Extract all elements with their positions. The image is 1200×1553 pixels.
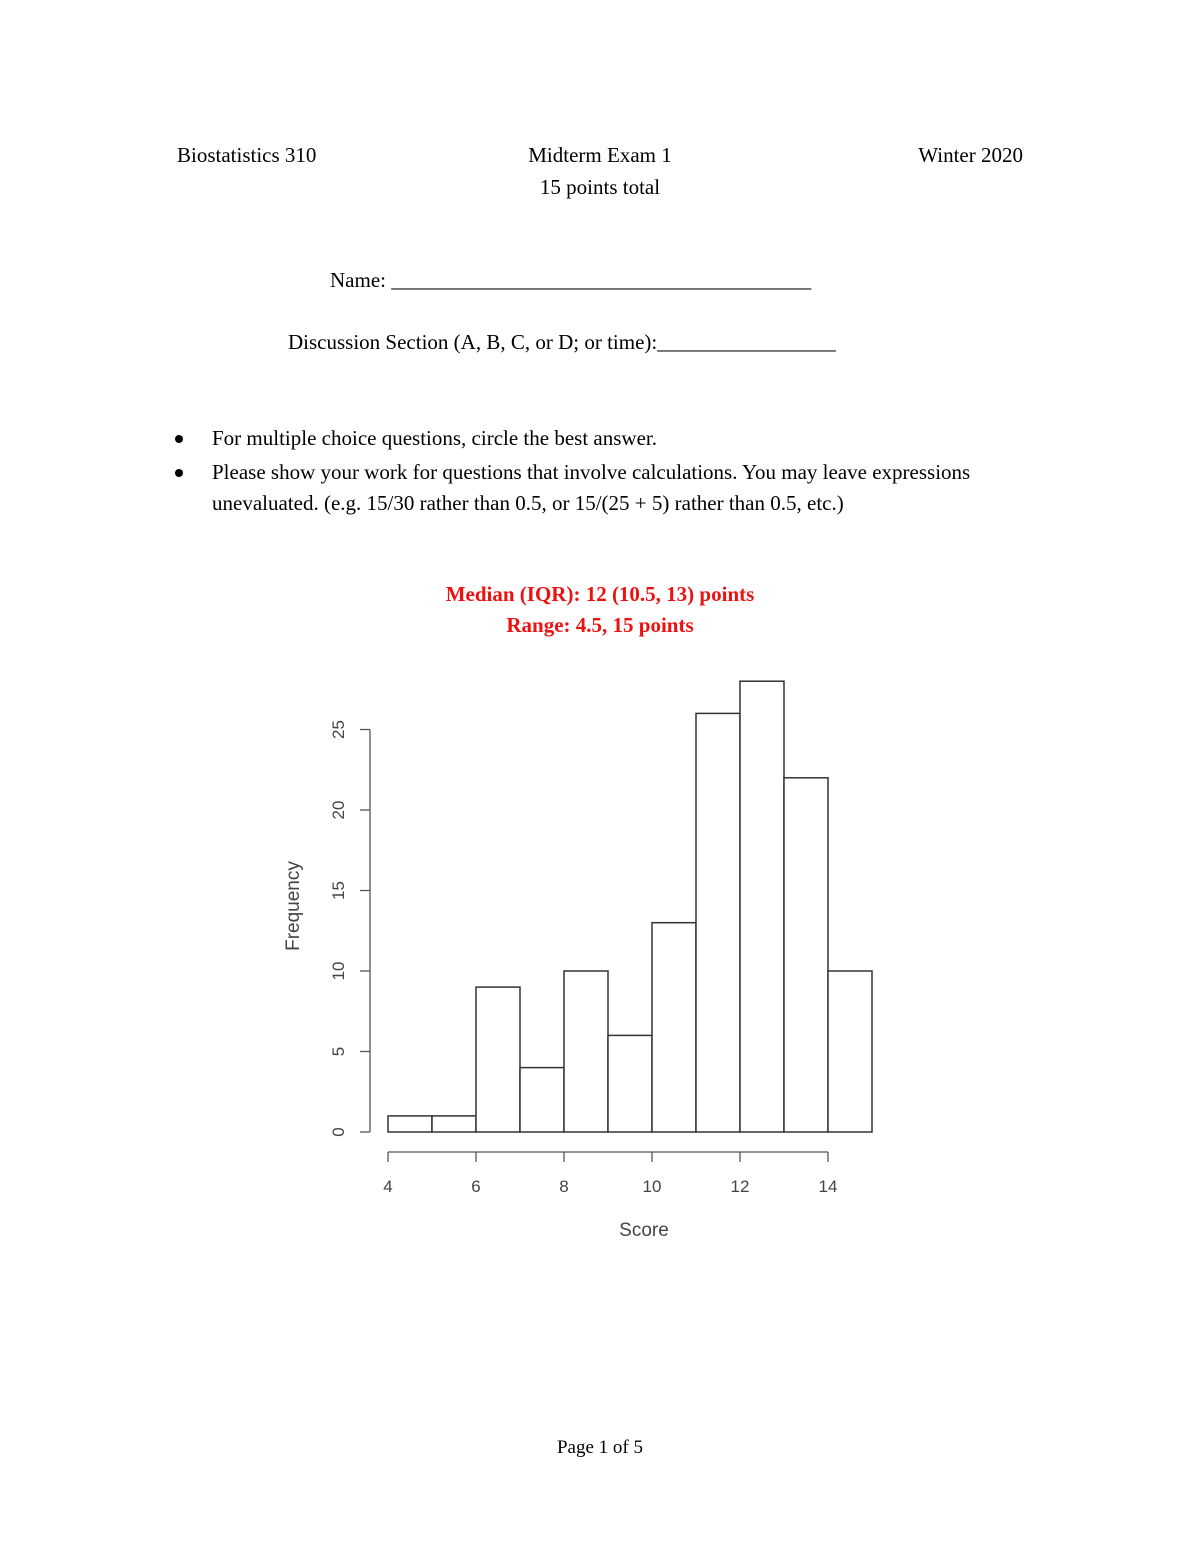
instruction-text: Please show your work for questions that involve calculations. You may leave expressions unevaluated. (e.g. 15/30 rather than 0.5, or 15/(25 + 5) rather than 0.5, etc.) [212, 460, 971, 515]
histogram-bar-9-10 [608, 1035, 652, 1132]
instruction-text: For multiple choice questions, circle the best answer. [212, 426, 657, 450]
y-tick-label-10: 10 [329, 961, 348, 981]
y-axis [329, 720, 370, 1137]
histogram-bar-11-12 [696, 713, 740, 1132]
histogram-bar-13-14 [784, 778, 828, 1132]
median-iqr-summary: Median (IQR): 12 (10.5, 13) points [445, 582, 755, 606]
x-tick-label-12: 12 [730, 1177, 750, 1196]
x-tick-label-6: 6 [471, 1177, 481, 1196]
name-field[interactable]: Name: ________________________________________ [330, 268, 812, 292]
x-tick-label-14: 14 [818, 1177, 838, 1196]
histogram-bar-5-6 [432, 1116, 476, 1132]
histogram-bar-7-8 [520, 1068, 564, 1132]
page-number: Page 1 of 5 [556, 1437, 643, 1458]
y-tick-label-5: 5 [329, 1046, 348, 1057]
histogram-bar-6-7 [476, 987, 520, 1132]
x-axis [383, 1152, 837, 1196]
histogram-bars [388, 681, 872, 1132]
x-axis-label: Score [619, 1220, 669, 1241]
y-tick-label-20: 20 [329, 800, 348, 820]
x-tick-label-4: 4 [383, 1177, 393, 1196]
y-tick-label-15: 15 [329, 881, 348, 900]
y-tick-label-25: 25 [329, 720, 348, 739]
y-tick-label-0: 0 [329, 1127, 348, 1137]
x-tick-label-10: 10 [642, 1177, 662, 1196]
x-tick-label-8: 8 [559, 1177, 569, 1196]
term-label: Winter 2020 [918, 143, 1023, 167]
course-title: Biostatistics 310 [177, 143, 317, 167]
range-summary: Range: 4.5, 15 points [506, 613, 694, 637]
histogram-bar-12-13 [740, 681, 784, 1132]
histogram-bar-4-5 [388, 1116, 432, 1132]
points-total: 15 points total [539, 175, 661, 199]
y-axis-label: Frequency [283, 861, 304, 951]
histogram-bar-10-11 [652, 923, 696, 1132]
discussion-section-field[interactable]: Discussion Section (A, B, C, or D; or time):_________________ [288, 330, 836, 354]
exam-title: Midterm Exam 1 [528, 143, 672, 167]
histogram-bar-14-15 [828, 971, 872, 1132]
histogram-bar-8-9 [564, 971, 608, 1132]
